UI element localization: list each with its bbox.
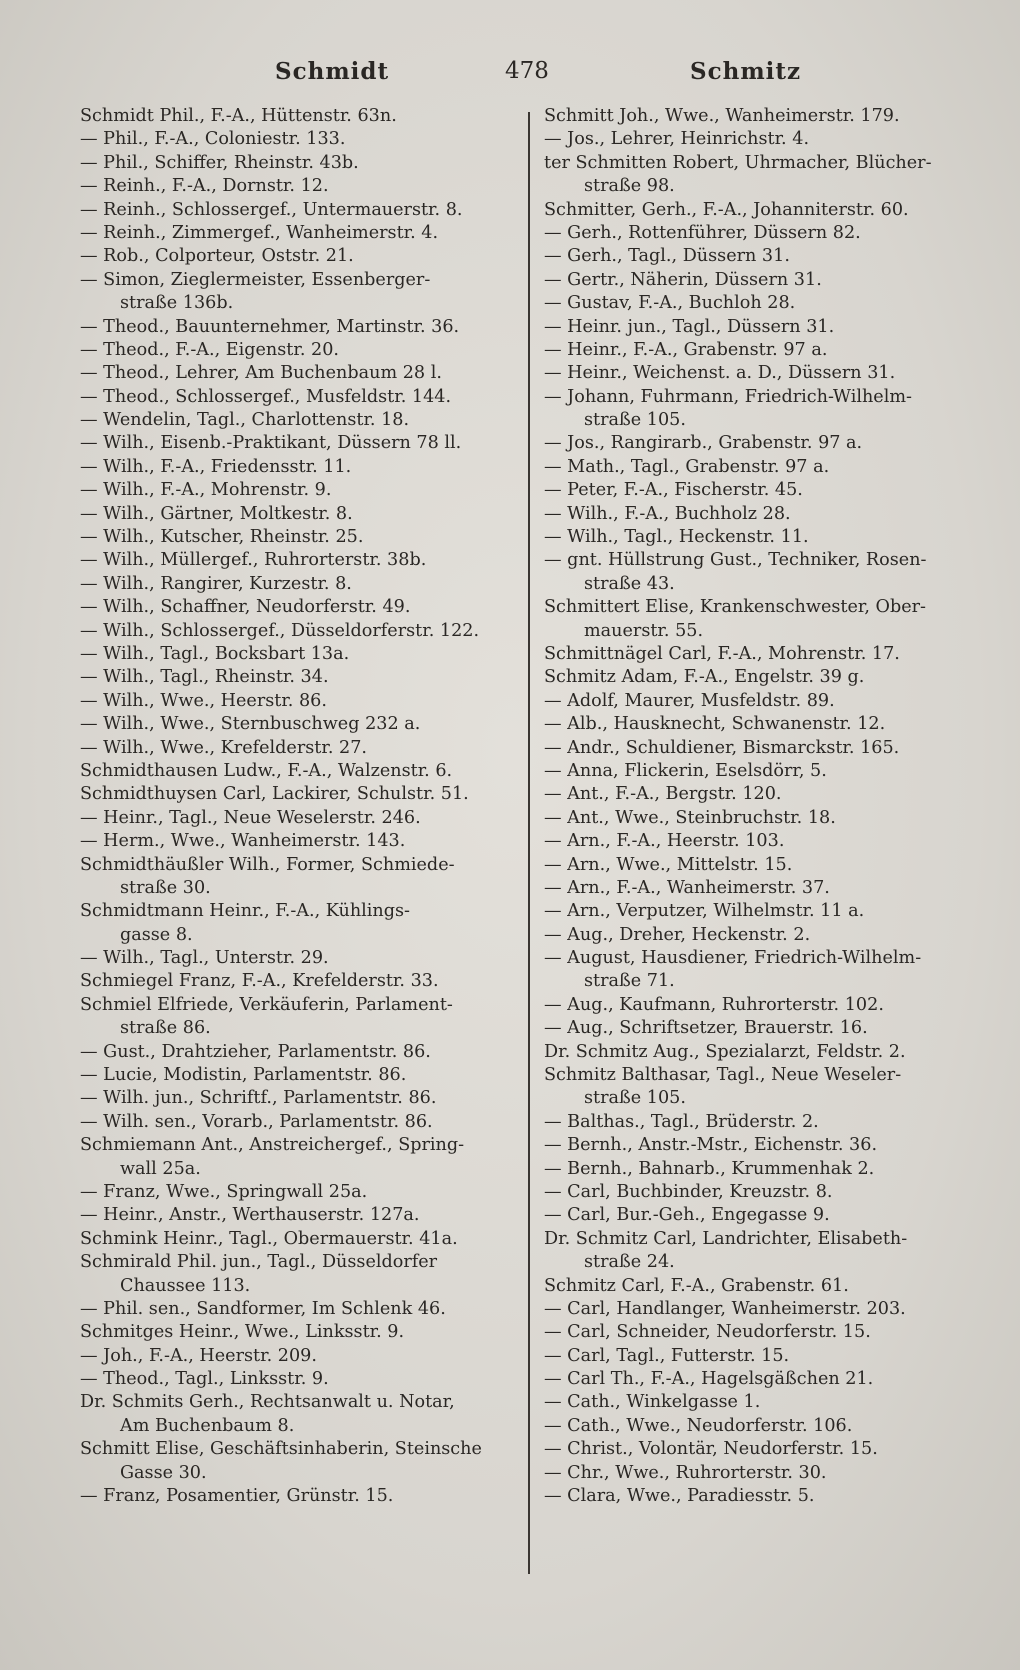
directory-entry: — Joh., F.-A., Heerstr. 209. (80, 1345, 317, 1366)
directory-entry: — Bernh., Bahnarb., Krummenhak 2. (544, 1158, 875, 1179)
directory-entry: Schmiel Elfriede, Verkäuferin, Parlament- (80, 994, 453, 1015)
directory-entry: Schmittnägel Carl, F.-A., Mohrenstr. 17. (544, 643, 900, 664)
directory-entry: Schmidthuysen Carl, Lackirer, Schulstr. 51. (80, 784, 469, 805)
directory-entry: — Anna, Flickerin, Eselsdörr, 5. (544, 760, 827, 781)
directory-entry: — Math., Tagl., Grabenstr. 97 a. (544, 456, 830, 477)
directory-entry: — Gerh., Tagl., Düssern 31. (544, 246, 790, 267)
directory-entry: Schmidtmann Heinr., F.-A., Kühlings- (80, 901, 411, 922)
directory-entry-continuation: Am Buchenbaum 8. (120, 1415, 295, 1436)
directory-entry: — Wilh. sen., Vorarb., Parlamentstr. 86. (80, 1111, 433, 1132)
directory-entry: Schmitt Joh., Wwe., Wanheimerstr. 179. (544, 106, 900, 126)
directory-entry: — Carl, Schneider, Neudorferstr. 15. (544, 1322, 871, 1343)
directory-entry: — Heinr. jun., Tagl., Düssern 31. (544, 316, 835, 337)
directory-entry: — Wilh., Schaffner, Neudorferstr. 49. (80, 597, 411, 618)
directory-entry: — Wendelin, Tagl., Charlottenstr. 18. (80, 410, 410, 431)
directory-entry-continuation: straße 105. (584, 1088, 686, 1109)
directory-entry: Schmidthausen Ludw., F.-A., Walzenstr. 6. (80, 760, 453, 781)
directory-entry: — Andr., Schuldiener, Bismarckstr. 165. (544, 737, 900, 758)
page-number: 478 (505, 58, 549, 84)
left-column (80, 105, 505, 1508)
directory-entry: Schmidthäußler Wilh., Former, Schmiede- (80, 854, 455, 875)
directory-entry: — Carl, Handlanger, Wanheimerstr. 203. (544, 1298, 906, 1319)
directory-entry-continuation: straße 24. (584, 1252, 675, 1273)
directory-entry: — Jos., Rangirarb., Grabenstr. 97 a. (544, 433, 863, 454)
directory-entry: Schmiemann Ant., Anstreichergef., Spring- (80, 1135, 465, 1156)
directory-entry: — Wilh., Wwe., Sternbuschweg 232 a. (80, 714, 421, 735)
directory-entry: — Wilh., Tagl., Heckenstr. 11. (544, 527, 809, 548)
directory-entry: — Gerh., Rottenführer, Düssern 82. (544, 222, 861, 243)
directory-entry: — Carl Th., F.-A., Hagelsgäßchen 21. (544, 1369, 874, 1390)
directory-entry: — Christ., Volontär, Neudorferstr. 15. (544, 1439, 878, 1460)
directory-entry: — Alb., Hausknecht, Schwanenstr. 12. (544, 714, 886, 735)
directory-entry-continuation: mauerstr. 55. (584, 620, 704, 641)
directory-entry: — Wilh., Gärtner, Moltkestr. 8. (80, 503, 353, 524)
directory-entry: — Clara, Wwe., Paradiesstr. 5. (544, 1486, 815, 1507)
directory-entry: — August, Hausdiener, Friedrich-Wilhelm- (544, 948, 922, 969)
directory-entry: — Balthas., Tagl., Brüderstr. 2. (544, 1111, 819, 1132)
directory-entry: — Wilh., Schlossergef., Düsseldorferstr. 122. (80, 620, 480, 641)
directory-entry: — Aug., Kaufmann, Ruhrorterstr. 102. (544, 994, 884, 1015)
directory-entry: — Arn., Verputzer, Wilhelmstr. 11 a. (544, 901, 865, 922)
directory-entry-continuation: straße 136b. (120, 293, 234, 314)
directory-entry: — Heinr., Anstr., Werthauserstr. 127a. (80, 1205, 420, 1226)
directory-entry: Schmitz Carl, F.-A., Grabenstr. 61. (544, 1275, 849, 1296)
directory-entry: Dr. Schmits Gerh., Rechtsanwalt u. Notar, (80, 1392, 455, 1413)
directory-entry: — Heinr., F.-A., Grabenstr. 97 a. (544, 339, 828, 360)
directory-entry: — Wilh., F.-A., Mohrenstr. 9. (80, 480, 332, 501)
directory-entry: — Carl, Buchbinder, Kreuzstr. 8. (544, 1181, 833, 1202)
directory-entry: — Jos., Lehrer, Heinrichstr. 4. (544, 129, 810, 150)
directory-entry-continuation: straße 43. (584, 573, 675, 594)
right-running-head: Schmitz (690, 58, 802, 85)
directory-entry: — Gertr., Näherin, Düssern 31. (544, 269, 822, 290)
directory-entry: — Rob., Colporteur, Oststr. 21. (80, 246, 354, 267)
directory-entry: — Phil., F.-A., Coloniestr. 133. (80, 129, 346, 150)
directory-entry: Schmiegel Franz, F.-A., Krefelderstr. 33. (80, 971, 439, 992)
directory-entry: — Wilh., Tagl., Bocksbart 13a. (80, 643, 350, 664)
directory-entry: — Gustav, F.-A., Buchloh 28. (544, 293, 796, 314)
directory-entry-continuation: straße 105. (584, 410, 686, 431)
directory-entry: — Wilh., Wwe., Krefelderstr. 27. (80, 737, 367, 758)
left-running-head: Schmidt (275, 58, 390, 85)
directory-entry: — Theod., Lehrer, Am Buchenbaum 28 l. (80, 363, 442, 384)
directory-entry-continuation: straße 71. (584, 971, 675, 992)
directory-entry: — Reinh., F.-A., Dornstr. 12. (80, 176, 329, 197)
directory-entry: — Heinr., Tagl., Neue Weselerstr. 246. (80, 807, 421, 828)
right-column (544, 105, 980, 1508)
directory-entry: — Wilh., Kutscher, Rheinstr. 25. (80, 527, 364, 548)
directory-entry: — Theod., F.-A., Eigenstr. 20. (80, 339, 339, 360)
directory-entry: Dr. Schmitz Aug., Spezialarzt, Feldstr. 2. (544, 1041, 906, 1062)
page-header (80, 58, 980, 98)
directory-entry: — Heinr., Weichenst. a. D., Düssern 31. (544, 363, 896, 384)
directory-entry: ter Schmitten Robert, Uhrmacher, Blücher- (544, 152, 932, 173)
directory-entry: Schmitt Elise, Geschäftsinhaberin, Steinsche (80, 1439, 482, 1460)
directory-entry: — Cath., Winkelgasse 1. (544, 1392, 761, 1413)
directory-entry: — Phil. sen., Sandformer, Im Schlenk 46. (80, 1298, 446, 1319)
directory-entry: — Wilh., Eisenb.-Praktikant, Düssern 78 ll. (80, 433, 462, 454)
directory-entry: — Reinh., Schlossergef., Untermauerstr. 8. (80, 199, 463, 220)
directory-entry: Schmidt Phil., F.-A., Hüttenstr. 63n. (80, 106, 397, 126)
directory-entry: — Arn., F.-A., Heerstr. 103. (544, 831, 785, 852)
directory-entry: — Peter, F.-A., Fischerstr. 45. (544, 480, 803, 501)
directory-entry-continuation: straße 98. (584, 176, 675, 197)
directory-entry: — Ant., Wwe., Steinbruchstr. 18. (544, 807, 836, 828)
directory-entry: — Gust., Drahtzieher, Parlamentstr. 86. (80, 1041, 431, 1062)
directory-entry: — Carl, Tagl., Futterstr. 15. (544, 1345, 790, 1366)
directory-entry: — Lucie, Modistin, Parlamentstr. 86. (80, 1065, 407, 1086)
directory-entry: Dr. Schmitz Carl, Landrichter, Elisabeth- (544, 1228, 908, 1249)
directory-entry: — Franz, Posamentier, Grünstr. 15. (80, 1486, 394, 1507)
directory-entry: — Arn., F.-A., Wanheimerstr. 37. (544, 877, 830, 898)
directory-entry: — Theod., Bauunternehmer, Martinstr. 36. (80, 316, 460, 337)
directory-entry-continuation: straße 86. (120, 1018, 211, 1039)
directory-entry-continuation: gasse 8. (120, 924, 193, 945)
directory-entry: — Herm., Wwe., Wanheimerstr. 143. (80, 831, 406, 852)
directory-entry: — Wilh., Tagl., Rheinstr. 34. (80, 667, 329, 688)
directory-entry: Schmink Heinr., Tagl., Obermauerstr. 41a. (80, 1228, 458, 1249)
directory-entry: — Cath., Wwe., Neudorferstr. 106. (544, 1415, 853, 1436)
directory-entry: — Simon, Zieglermeister, Essenberger- (80, 269, 431, 290)
directory-entry: — Wilh., F.-A., Buchholz 28. (544, 503, 791, 524)
directory-entry: — Johann, Fuhrmann, Friedrich-Wilhelm- (544, 386, 912, 407)
directory-entry: — Wilh., F.-A., Friedensstr. 11. (80, 456, 352, 477)
directory-entry: Schmitter, Gerh., F.-A., Johanniterstr. 60. (544, 199, 909, 220)
directory-entry-continuation: Chaussee 113. (120, 1275, 251, 1296)
directory-entry-continuation: straße 30. (120, 877, 211, 898)
directory-entry: Schmittert Elise, Krankenschwester, Ober- (544, 597, 926, 618)
directory-entry: Schmirald Phil. jun., Tagl., Düsseldorfer (80, 1252, 438, 1273)
directory-entry: — Chr., Wwe., Ruhrorterstr. 30. (544, 1462, 827, 1483)
directory-entry: — Ant., F.-A., Bergstr. 120. (544, 784, 782, 805)
directory-entry: Schmitz Adam, F.-A., Engelstr. 39 g. (544, 667, 865, 688)
directory-entry: — Bernh., Anstr.-Mstr., Eichenstr. 36. (544, 1135, 878, 1156)
directory-entry: — Wilh., Tagl., Unterstr. 29. (80, 948, 329, 969)
directory-entry: — Theod., Tagl., Linksstr. 9. (80, 1369, 329, 1390)
directory-entry: — Aug., Dreher, Heckenstr. 2. (544, 924, 811, 945)
directory-entry: — Wilh., Müllergef., Ruhrorterstr. 38b. (80, 550, 427, 571)
directory-entry: — Reinh., Zimmergef., Wanheimerstr. 4. (80, 222, 439, 243)
directory-entry: — Arn., Wwe., Mittelstr. 15. (544, 854, 793, 875)
directory-entry: — Aug., Schriftsetzer, Brauerstr. 16. (544, 1018, 868, 1039)
directory-entry-continuation: Gasse 30. (120, 1462, 207, 1483)
directory-entry: Schmitz Balthasar, Tagl., Neue Weseler- (544, 1065, 902, 1086)
directory-entry: — Theod., Schlossergef., Musfeldstr. 144. (80, 386, 452, 407)
directory-entry: — Phil., Schiffer, Rheinstr. 43b. (80, 152, 359, 173)
directory-entry: — Wilh. jun., Schriftf., Parlamentstr. 86. (80, 1088, 437, 1109)
directory-entry: — Adolf, Maurer, Musfeldstr. 89. (544, 690, 835, 711)
directory-entry: — Wilh., Rangirer, Kurzestr. 8. (80, 573, 352, 594)
directory-entry: — Wilh., Wwe., Heerstr. 86. (80, 690, 327, 711)
directory-entry: Schmitges Heinr., Wwe., Linksstr. 9. (80, 1322, 405, 1343)
directory-entry: — Franz, Wwe., Springwall 25a. (80, 1181, 368, 1202)
directory-entry: — Carl, Bur.-Geh., Engegasse 9. (544, 1205, 830, 1226)
directory-entry: — gnt. Hüllstrung Gust., Techniker, Rosen- (544, 550, 927, 571)
directory-entry-continuation: wall 25a. (120, 1158, 201, 1179)
column-divider (528, 112, 530, 1574)
